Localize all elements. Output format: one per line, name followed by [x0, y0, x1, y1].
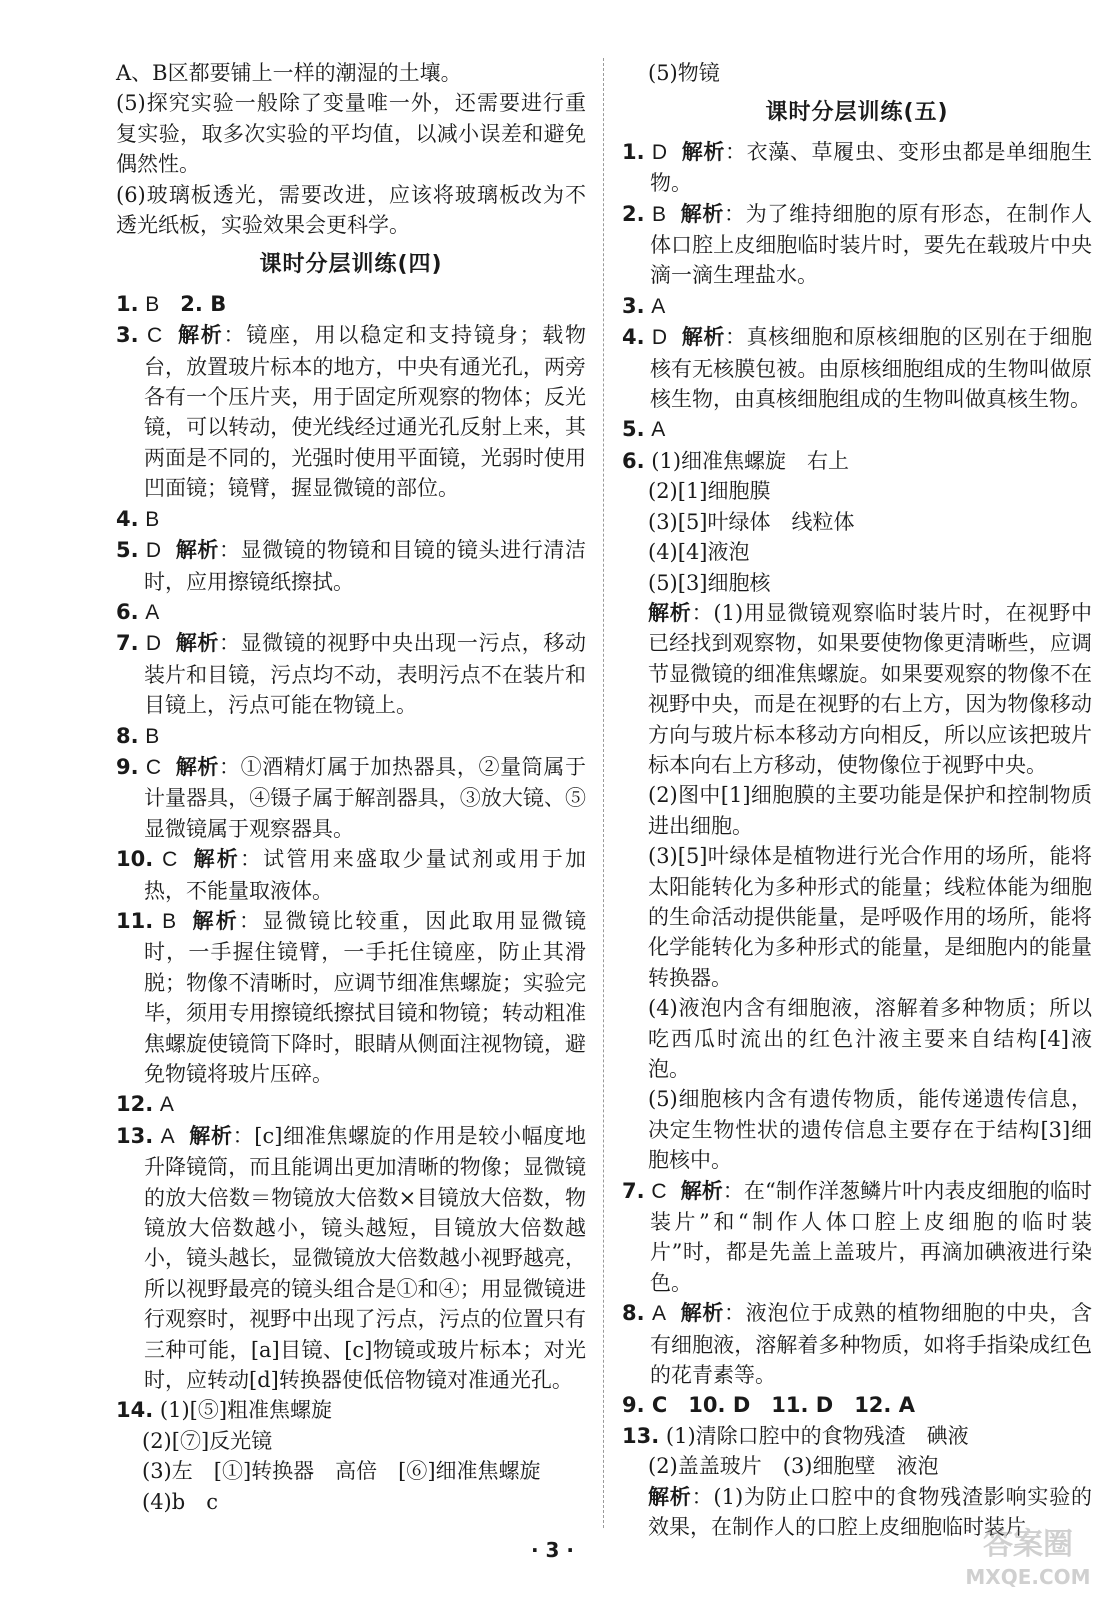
watermark-line2: MXQE.COM: [965, 1565, 1091, 1589]
question-item: [622, 291, 1092, 322]
intro-line: (5)物镜: [648, 61, 720, 85]
question-number: 8.: [116, 723, 139, 748]
explanation-text: ：①酒精灯属于加热器具，②量筒属于计量器具，④镊子属于解剖器具，③放大镜、⑤显微镜属于观察器具。: [144, 754, 587, 841]
explanation-text: (4)液泡内含有细胞液，溶解着多种物质；所以吃西瓜时流出的红色汁液主要来自结构[4]液泡。: [648, 996, 1092, 1081]
intro-line: (5)探究实验一般除了变量唯一外，还需要进行重复实验，取多次实验的平均值，以减小误差和避免偶然性。: [116, 91, 586, 177]
answer-line: (1)清除口腔中的食物残渣 碘液: [665, 1423, 969, 1448]
question-item: [116, 320, 586, 503]
question-6: [622, 446, 1092, 476]
answer-line: (5)[3]细胞核: [648, 570, 771, 595]
explanation-text: ：镜座，用以稳定和支持镜身；载物台，放置玻片标本的地方，中央有通光孔，两旁各有一个压片夹，用于固定所观察的物体；反光镜，可以转动，使光线经过通光孔反射上来，其两面是不同的，光强时使用平面镜，光弱时使用凹面镜；镜臂，握显微镜的部位。: [144, 323, 586, 501]
question-item: [116, 504, 586, 535]
intro-line: A、B区都要铺上一样的潮湿的土壤。: [116, 61, 462, 85]
answers-9-12: 9. C 10. D 11. D 12. A: [622, 1393, 915, 1418]
answer-letter: B: [145, 724, 160, 748]
answer-letter: D: [651, 140, 668, 164]
explanation-text: (2)图中[1]细胞膜的主要功能是保护和控制物质进出细胞。: [648, 783, 1092, 838]
column-divider: [603, 58, 604, 1528]
explanation-text: ：为了维持细胞的原有形态，在制作人体口腔上皮细胞临时装片时，要先在载玻片中央滴一滴生理盐水。: [650, 201, 1093, 288]
question-number: 6.: [116, 599, 139, 624]
answer-letter: A: [651, 418, 666, 442]
answer-letter: A: [145, 600, 160, 624]
question-number: 6.: [622, 448, 645, 473]
answer-letter: B: [145, 292, 160, 316]
answer-line: (2)[1]细胞膜: [648, 479, 771, 504]
question-item: [116, 597, 586, 628]
section-title: 课时分层训练(四): [259, 252, 443, 278]
answer-letter: B: [162, 909, 177, 933]
answer-letter: A: [651, 1302, 666, 1326]
explanation-label: 解析: [175, 754, 219, 779]
explanation-label: 解析: [681, 325, 725, 350]
question-number: 12.: [116, 1092, 154, 1117]
answer-line: (1)细准焦螺旋 右上: [651, 448, 850, 473]
answer-letter: A: [159, 1093, 174, 1117]
answer-letter: C: [651, 1179, 667, 1203]
explanation-text: ：液泡位于成熟的植物细胞的中央，含有细胞液，溶解着多种物质，如将手指染成红色的花青素等。: [650, 1301, 1093, 1388]
left-column: [116, 58, 586, 1517]
extra-answer: 2. B: [180, 291, 227, 316]
question-item: [622, 414, 1092, 445]
explanation-label: 解析: [176, 323, 224, 348]
intro-line: (6)玻璃板透光，需要改进，应该将玻璃板改为不透光纸板，实验效果会更科学。: [116, 182, 586, 238]
question-item: [116, 752, 586, 844]
question-item: [116, 906, 586, 1089]
explanation-text: (3)[5]叶绿体是植物进行光合作用的场所，能将太阳能转化为多种形式的能量；线粒体能为细胞的生命活动提供能量，是呼吸作用的场所，能将化学能转化为多种形式的能量，是细胞内的能量转换器。: [648, 844, 1092, 990]
explanation-label: 解析: [679, 201, 725, 226]
explanation-text: ：(1)为防止口腔中的食物残渣影响实验的效果，在制作人的口腔上皮细胞临时装片: [648, 1484, 1092, 1540]
question-number: 5.: [622, 417, 645, 442]
answer-letter: D: [145, 632, 162, 656]
question-number: 4.: [116, 506, 139, 531]
answer-letter: C: [147, 324, 163, 348]
explanation-text: (5)细胞核内含有遗传物质，能传递遗传信息，决定生物性状的遗传信息主要存在于结构[3]细胞核中。: [648, 1087, 1092, 1173]
question-number: 9.: [116, 754, 139, 779]
question-number: 5.: [116, 538, 139, 563]
question-number: 8.: [622, 1301, 645, 1326]
explanation-label: 解析: [648, 600, 692, 625]
answer-letter: D: [651, 326, 668, 350]
question-number: 14.: [116, 1398, 154, 1423]
explanation-label: 解析: [190, 908, 240, 933]
explanation-text: ：(1)用显微镜观察临时装片时，在视野中已经找到观察物，如果要使物像更清晰些，应调节显微镜的细准焦螺旋。如果要观察的物像不在视野中央，而是在视野的右上方，因为物像移动方向与玻片标本移动方向相反，所以应该把玻片标本向右上方移动，使物像位于视野中央。: [648, 600, 1092, 777]
explanation-text: ：[c]细准焦螺旋的作用是较小幅度地升降镜筒，而且能调出更加清晰的物像；显微镜的放大倍数＝物镜放大倍数×目镜放大倍数，物镜放大倍数越小，镜头越短，目镜放大倍数越小，镜头越长，显微镜放大倍数越小视野越亮，所以视野最亮的镜头组合是①和④；用显微镜进行观察时，视野中出现了污点，污点的位置只有三种可能，[a]目镜、[c]物镜或玻片标本；对光时，应转动[d]转换器使低倍物镜对准通光孔。: [144, 1123, 586, 1393]
question-item: [116, 628, 586, 720]
answer-line: (1)[⑤]粗准焦螺旋: [159, 1398, 333, 1423]
answer-letter: D: [145, 539, 162, 563]
watermark-line1: 答案圈: [983, 1527, 1073, 1562]
explanation-text: ：显微镜比较重，因此取用显微镜时，一手握住镜臂，一手托住镜座，防止其滑脱；物像不清晰时，应调节细准焦螺旋；实验完毕，须用专用擦镜纸擦拭目镜和物镜；转动粗准焦螺旋使镜筒下降时，眼睛从侧面注视物镜，避免物镜将玻片压碎。: [144, 908, 587, 1086]
question-number: 7.: [622, 1178, 645, 1203]
question-14: [116, 1395, 586, 1425]
question-number: 2.: [622, 201, 645, 226]
answer-line: (3)左 [①]转换器 高倍 [⑥]细准焦螺旋: [142, 1459, 541, 1484]
explanation-text: ：在“制作洋葱鳞片叶内表皮细胞的临时装片”和“制作人体口腔上皮细胞的临时装片”时，都是先盖上盖玻片，再滴加碘液进行染色。: [650, 1178, 1092, 1295]
explanation: [622, 598, 1092, 780]
answer-line: (4)b c: [142, 1489, 218, 1514]
question-item: [622, 199, 1092, 291]
explanation-text: ：显微镜的物镜和目镜的镜头进行清洁时，应用擦镜纸擦拭。: [144, 538, 587, 594]
question-item: [116, 844, 586, 906]
section-title: 课时分层训练(五): [765, 100, 949, 126]
answer-line: (3)[5]叶绿体 线粒体: [648, 509, 855, 534]
question-item: [622, 137, 1092, 199]
page-number: · 3 ·: [530, 1538, 575, 1562]
explanation-label: 解析: [648, 1484, 692, 1509]
question-number: 4.: [622, 325, 645, 350]
question-item: [622, 1176, 1092, 1299]
explanation-label: 解析: [191, 847, 240, 872]
answer-letter: C: [145, 755, 162, 779]
question-13: [622, 1421, 1092, 1451]
question-item: [116, 721, 586, 752]
explanation-label: 解析: [175, 538, 219, 563]
question-item: [116, 289, 586, 320]
answer-letter: A: [160, 1124, 175, 1148]
question-number: 11.: [116, 908, 154, 933]
explanation-text: ：显微镜的视野中央出现一污点，移动装片和目镜，污点均不动，表明污点不在装片和目镜上，污点可能在物镜上。: [144, 631, 587, 718]
answer-line: (4)[4]液泡: [648, 540, 750, 565]
explanation-text: ：衣藻、草履虫、变形虫都是单细胞生物。: [650, 139, 1093, 196]
answer-letter: B: [145, 507, 160, 531]
answer-line: (2)[⑦]反光镜: [142, 1428, 273, 1453]
question-number: 3.: [116, 323, 139, 348]
question-number: 3.: [622, 293, 645, 318]
question-number: 1.: [116, 291, 139, 316]
question-number: 7.: [116, 631, 139, 656]
explanation-label: 解析: [188, 1123, 233, 1148]
answer-letter: C: [162, 848, 178, 872]
question-item: [622, 1298, 1092, 1390]
watermark-logo: [958, 1518, 1098, 1594]
answer-letter: A: [651, 294, 666, 318]
explanation-label: 解析: [679, 1301, 725, 1326]
explanation-text: ：真核细胞和原核细胞的区别在于细胞核有无核膜包被。由原核细胞组成的生物叫做原核生物，由真核细胞组成的生物叫做真核生物。: [650, 325, 1093, 412]
question-number: 13.: [622, 1423, 660, 1448]
explanation-label: 解析: [681, 139, 725, 164]
explanation-text: ：试管用来盛取少量试剂或用于加热，不能量取液体。: [144, 847, 586, 903]
answer-letter: B: [651, 202, 666, 226]
explanation-label: 解析: [175, 631, 219, 656]
question-item: [116, 1121, 586, 1396]
explanation-label: 解析: [680, 1178, 723, 1203]
right-column: [622, 58, 1092, 1543]
question-number: 13.: [116, 1123, 154, 1148]
question-item: [116, 1089, 586, 1120]
question-item: [116, 535, 586, 597]
question-item: [622, 322, 1092, 414]
answer-line: (2)盖盖玻片 (3)细胞壁 液泡: [648, 1454, 939, 1479]
question-number: 10.: [116, 847, 154, 872]
question-number: 1.: [622, 139, 645, 164]
